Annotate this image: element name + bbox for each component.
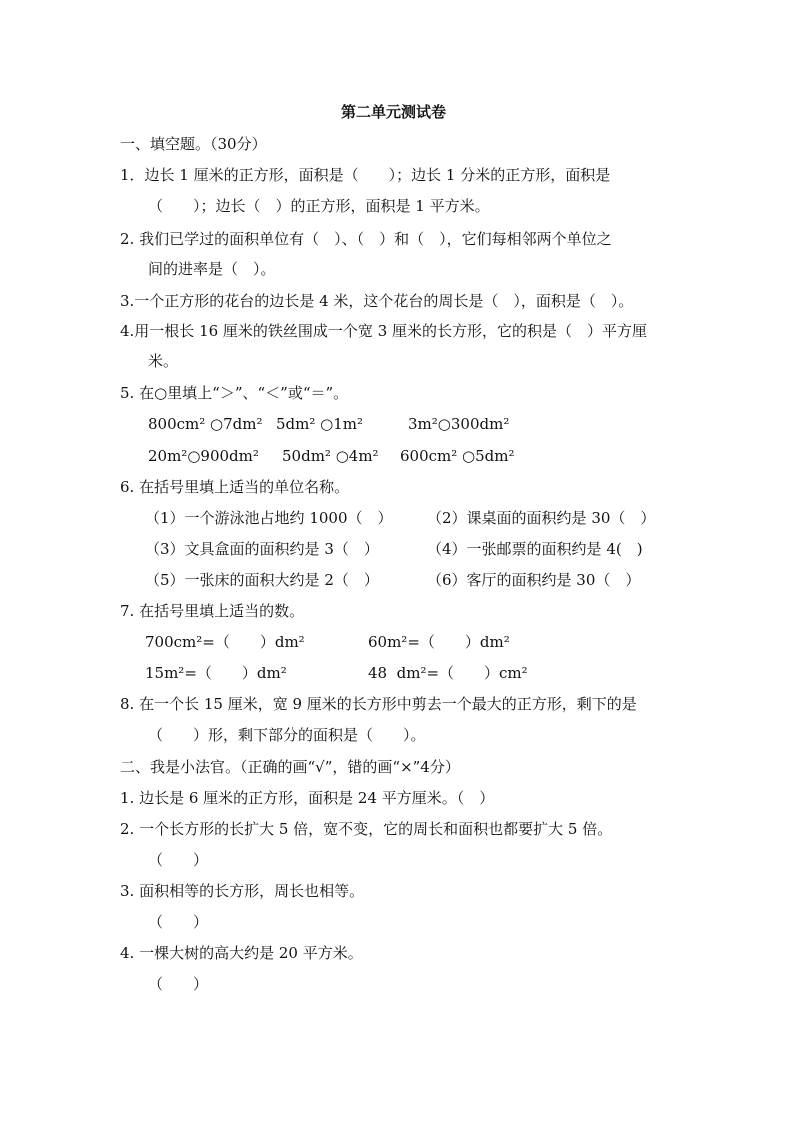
section2-heading: 二、我是小法官。（正确的画“√”，错的画“×”4分） — [120, 758, 460, 776]
q5-item: 800cm² ○7dm² — [148, 415, 263, 433]
s2-q4-line2: （ ） — [148, 975, 209, 993]
q8-line2: （ ）形，剩下部分的面积是（ ）。 — [148, 726, 426, 744]
q2-line2: 间的进率是（ ）。 — [148, 260, 276, 278]
q5-item: 5dm² ○1m² — [276, 415, 364, 433]
s2-q3-line2: （ ） — [148, 913, 209, 931]
q7-line1: 7. 在括号里填上适当的数。 — [120, 602, 305, 620]
section1-heading: 一、填空题。（30分） — [120, 135, 267, 153]
q5-item: 20m²○900dm² — [148, 447, 259, 465]
s2-q2-line1: 2. 一个长方形的长扩大 5 倍，宽不变，它的周长和面积也都要扩大 5 倍。 — [120, 820, 613, 838]
q6-item: （6）客厅的面积约是 30（ ） — [427, 571, 641, 589]
q8-line1: 8. 在一个长 15 厘米，宽 9 厘米的长方形中剪去一个最大的正方形，剩下的是 — [120, 695, 637, 713]
q4-line1: 4.用一根长 16 厘米的铁丝围成一个宽 3 厘米的长方形，它的积是（ ）平方厘 — [120, 322, 648, 340]
s2-q4-line1: 4. 一棵大树的高大约是 20 平方米。 — [120, 944, 363, 962]
q4-line2: 米。 — [148, 352, 179, 370]
q5-line1: 5. 在○里填上“＞”、“＜”或“＝”。 — [120, 384, 349, 402]
q1-line2: （ ）；边长（ ）的正方形，面积是 1 平方米。 — [148, 197, 490, 215]
s2-q2-line2: （ ） — [148, 851, 209, 869]
q3-line1: 3.一个正方形的花台的边长是 4 米，这个花台的周长是（ ），面积是（ ）。 — [120, 292, 634, 310]
q5-item: 600cm² ○5dm² — [400, 447, 515, 465]
q7-item: 15m²=（ ）dm² — [145, 664, 287, 682]
q6-line1: 6. 在括号里填上适当的单位名称。 — [120, 478, 350, 496]
q7-item: 60m²=（ ）dm² — [368, 633, 510, 651]
s2-q1-line1: 1. 边长是 6 厘米的正方形，面积是 24 平方厘米。（ ） — [120, 789, 495, 807]
s2-q3-line1: 3. 面积相等的长方形，周长也相等。 — [120, 882, 365, 900]
q6-item: （1）一个游泳池占地约 1000（ ） — [145, 509, 393, 527]
q1-line1: 1．边长 1 厘米的正方形，面积是（ ）；边长 1 分米的正方形，面积是 — [120, 166, 611, 184]
q6-item: （5）一张床的面积大约是 2（ ） — [145, 571, 379, 589]
q5-item: 50dm² ○4m² — [282, 447, 379, 465]
q7-item: 700cm²=（ ）dm² — [145, 633, 305, 651]
q6-item: （2）课桌面的面积约是 30（ ） — [427, 509, 656, 527]
page-title: 第二单元测试卷 — [341, 103, 447, 121]
q6-item: （4）一张邮票的面积约是 4( ) — [427, 540, 643, 558]
q7-item: 48 dm²=（ ）cm² — [368, 664, 528, 682]
q2-line1: 2. 我们已学过的面积单位有（ ）、（ ）和（ ），它们每相邻两个单位之 — [120, 230, 612, 248]
q6-item: （3）文具盒面的面积约是 3（ ） — [145, 540, 379, 558]
q5-item: 3m²○300dm² — [408, 415, 510, 433]
